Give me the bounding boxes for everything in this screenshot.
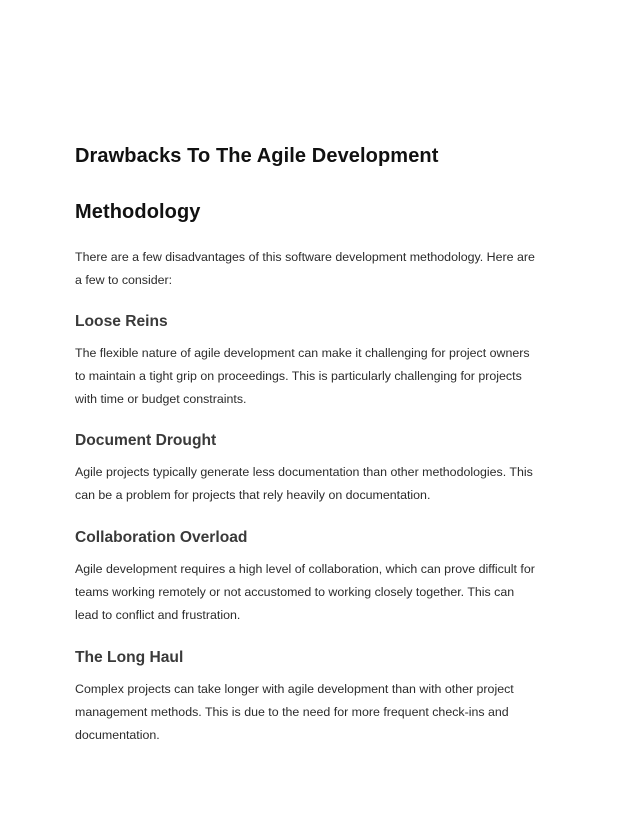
section-body-the-long-haul <box>75 678 565 748</box>
intro-line: There are a few disadvantages of this software development methodology. Here are <box>75 250 535 264</box>
body-line: to maintain a tight grip on proceedings. This is particularly challenging for projects <box>75 369 522 384</box>
section-body-loose-reins <box>75 342 565 412</box>
section-body-collaboration-overload <box>75 558 565 628</box>
body-line: with time or budget constraints. <box>75 392 247 407</box>
body-line: Agile development requires a high level of collaboration, which can prove difficult for <box>75 562 535 576</box>
section-heading-collaboration-overload: Collaboration Overload <box>75 529 248 546</box>
body-line: can be a problem for projects that rely heavily on documentation. <box>75 488 431 503</box>
body-line: The flexible nature of agile development can make it challenging for project owners <box>75 346 530 360</box>
section-body-document-drought <box>75 461 565 507</box>
section-heading-the-long-haul: The Long Haul <box>75 649 184 666</box>
intro-line: a few to consider: <box>75 273 173 288</box>
section-heading-loose-reins: Loose Reins <box>75 313 168 330</box>
title-line: Drawbacks To The Agile Development <box>75 145 439 167</box>
body-line: Complex projects can take longer with agile development than with other project <box>75 682 514 696</box>
body-line: teams working remotely or not accustomed to working closely together. This can <box>75 585 515 600</box>
body-line: lead to conflict and frustration. <box>75 608 241 623</box>
body-line: documentation. <box>75 728 160 743</box>
title-line: Methodology <box>75 201 201 223</box>
page-title <box>75 128 439 240</box>
body-line: Agile projects typically generate less documentation than other methodologies. This <box>75 465 533 479</box>
section-heading-document-drought: Document Drought <box>75 432 217 449</box>
intro-paragraph <box>75 246 565 292</box>
body-line: management methods. This is due to the need for more frequent check-ins and <box>75 705 509 720</box>
